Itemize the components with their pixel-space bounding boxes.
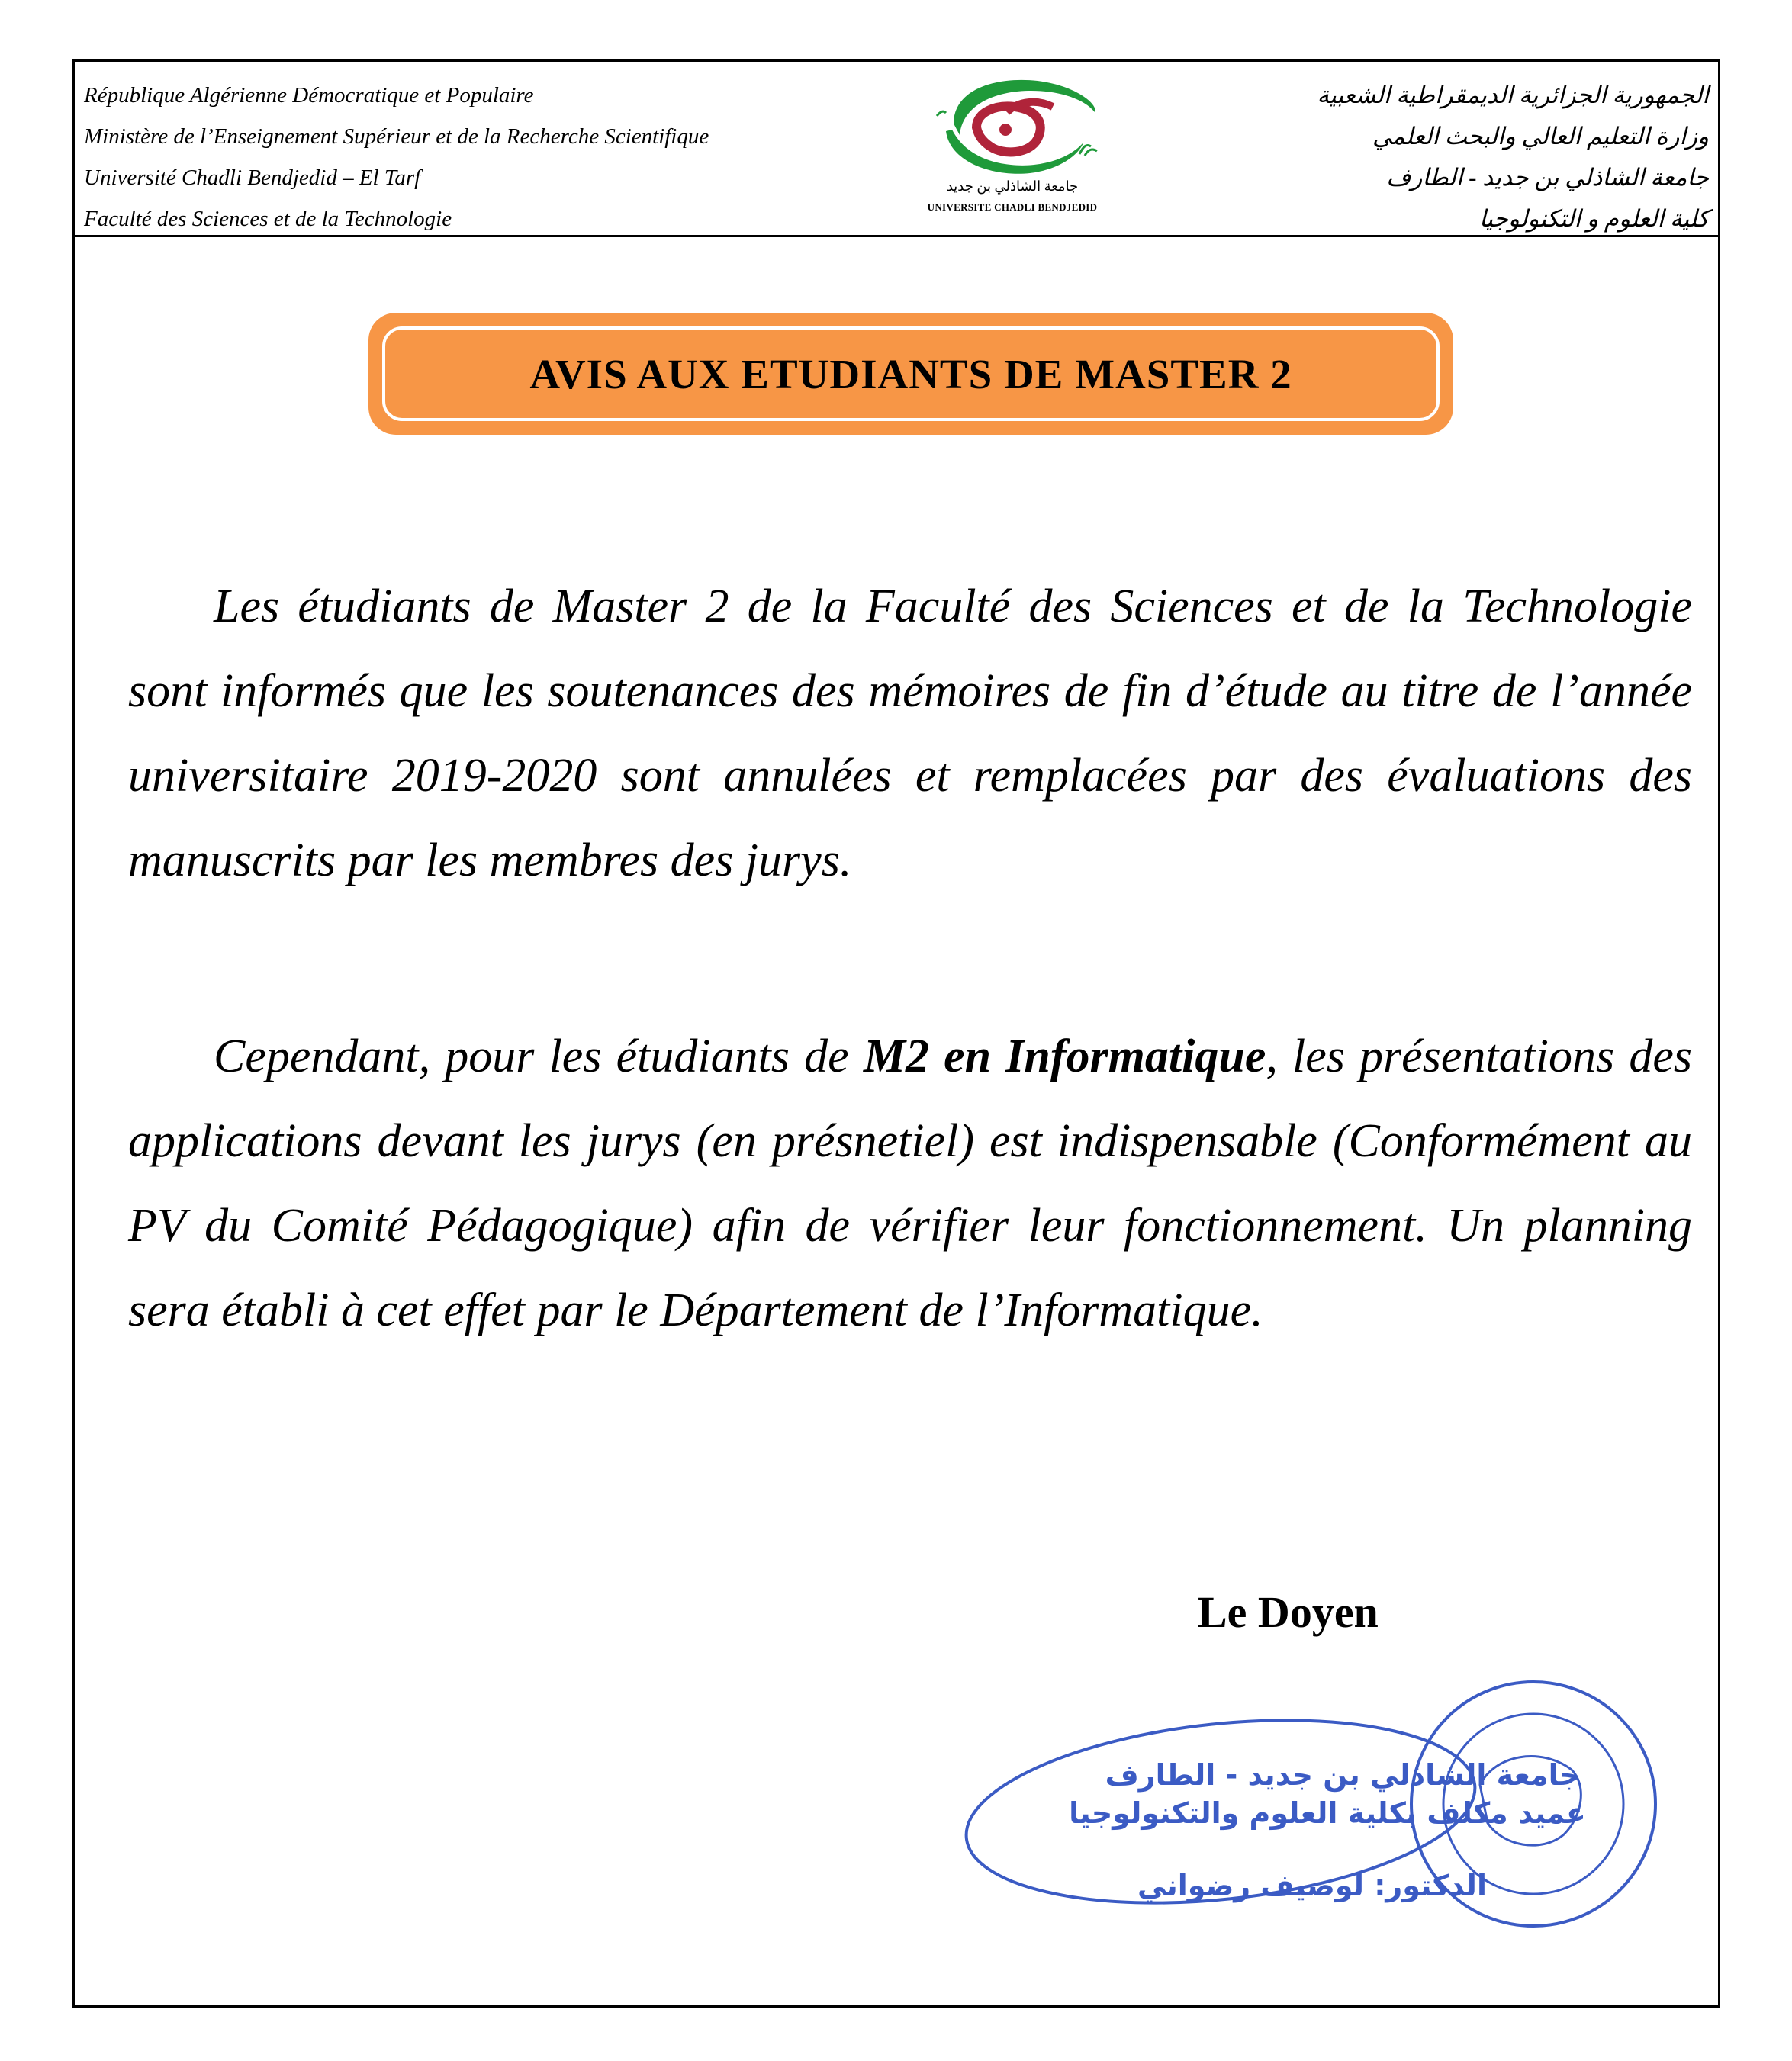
paragraph-2-text-end: , les présentations des applications devant les jurys (en présnetiel) est indispensable (Conformément au PV du Comité Pédagogique) afin de vérifier leur fonctionnement. Un planning sera établi à cet effet par le Département de l’Informatique. — [128, 1030, 1692, 1336]
header-french-line: République Algérienne Démocratique et Populaire — [84, 83, 534, 108]
header-french-line: Université Chadli Bendjedid – El Tarf — [84, 166, 421, 190]
paragraph-1 — [128, 564, 1692, 903]
notice-title-box — [368, 313, 1453, 435]
header-arabic-line: الجمهورية الجزائرية الديمقراطية الشعبية — [1317, 82, 1709, 108]
logo-french-caption: UNIVERSITE CHADLI BENDJEDID — [927, 201, 1098, 213]
header-arabic-line: جامعة الشاذلي بن جديد - الطارف — [1386, 164, 1709, 191]
paragraph-2-bold: M2 en Informatique — [863, 1030, 1266, 1082]
paragraph-1-text: Les étudiants de Master 2 de la Faculté des Sciences et de la Technologie sont informés que les soutenances des mémoires de fin d’étude au titre de l’année universitaire 2019-2020 sont annulées et remplacées par des évaluations des manuscrits par les membres des jurys. — [128, 580, 1692, 886]
stamp-line: جامعة الشاذلي بن جديد - الطارف — [1105, 1758, 1581, 1792]
header-french-line: Faculté des Sciences et de la Technologie — [84, 207, 452, 231]
header-french-line: Ministère de l’Enseignement Supérieur et de la Recherche Scientifique — [84, 124, 709, 149]
paragraph-2 — [128, 1014, 1692, 1353]
stamp-line: عميد مكلف بكلية العلوم والتكنولوجيا — [1069, 1796, 1586, 1830]
notice-title: AVIS AUX ETUDIANTS DE MASTER 2 — [529, 350, 1292, 397]
stamp-line: الدكتور: لوصيف رضواني — [1137, 1869, 1487, 1902]
notice-title-border — [382, 326, 1440, 421]
paragraph-2-text-start: Cependant, pour les étudiants de — [214, 1030, 864, 1082]
university-logo — [909, 70, 1115, 223]
header-arabic — [1137, 75, 1709, 240]
logo-arabic-caption: جامعة الشاذلي بن جديد — [946, 178, 1079, 194]
university-logo-icon — [923, 70, 1103, 181]
official-stamp — [946, 1670, 1694, 1991]
header-arabic-line: وزارة التعليم العالي والبحث العلمي — [1372, 123, 1709, 150]
header-arabic-line: كلية العلوم و التكنولوجيا — [1478, 205, 1709, 232]
signature-label: Le Doyen — [1198, 1587, 1379, 1637]
header-french — [84, 75, 915, 240]
